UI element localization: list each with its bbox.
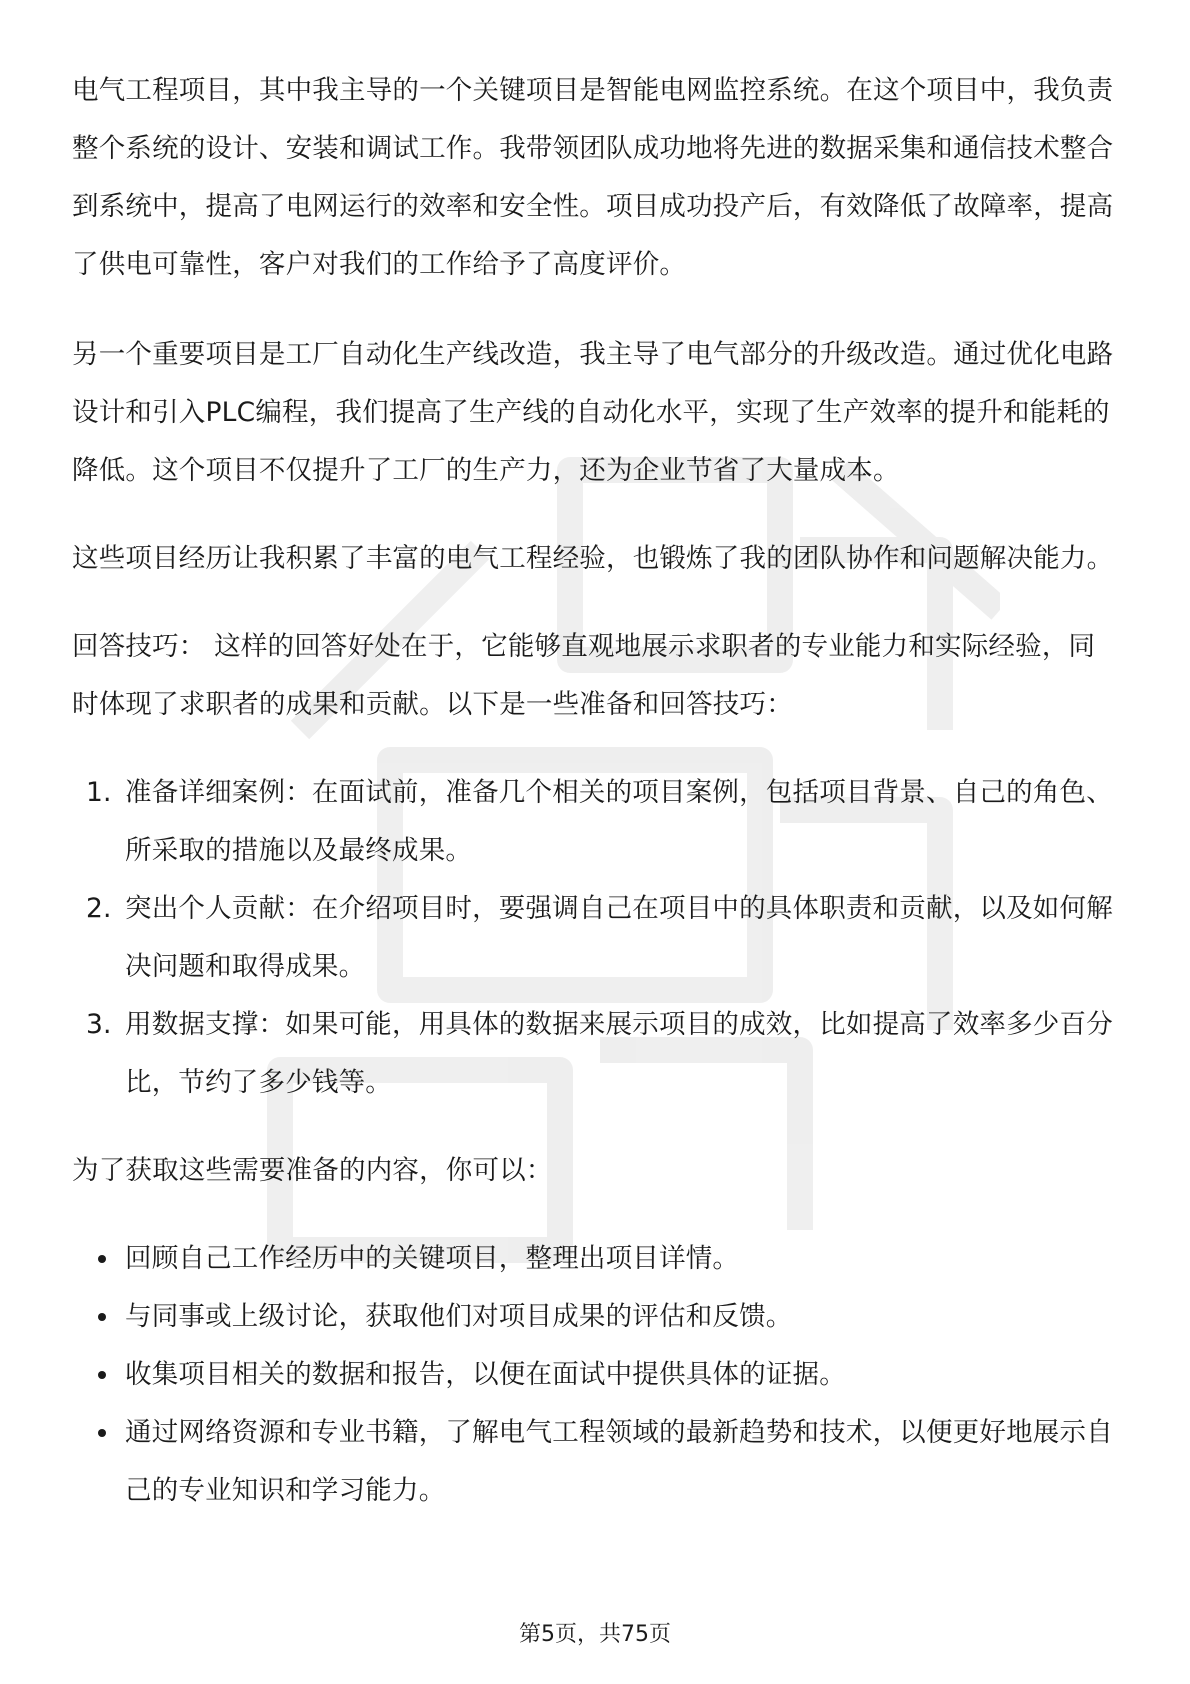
paragraph-project-2: 另一个重要项目是工厂自动化生产线改造，我主导了电气部分的升级改造。通过优化电路设计和引入PLC编程，我们提高了生产线的自动化水平，实现了生产效率的提升和能耗的降低。这个项目不仅提升了工厂的生产力，还为企业节省了大量成本。 [72,339,1114,486]
bullet-icon [98,1371,106,1379]
list-item [72,1346,1118,1404]
list-item [72,880,1118,996]
list-item [72,996,1118,1112]
page-number: 第5页，共75页 [519,1622,671,1647]
list-item [72,1288,1118,1346]
bullet-icon [98,1313,106,1321]
paragraph-project-1: 电气工程项目，其中我主导的一个关键项目是智能电网监控系统。在这个项目中，我负责整个系统的设计、安装和调试工作。我带领团队成功地将先进的数据采集和通信技术整合到系统中，提高了电网运行的效率和安全性。项目成功投产后，有效降低了故障率，提高了供电可靠性，客户对我们的工作给予了高度评价。 [72,75,1114,280]
list-item-text: 与同事或上级讨论，获取他们对项目成果的评估和反馈。 [125,1301,793,1332]
list-item-text: 突出个人贡献：在介绍项目时，要强调自己在项目中的具体职责和贡献，以及如何解决问题和取得成果。 [125,893,1113,982]
list-item-text: 回顾自己工作经历中的关键项目，整理出项目详情。 [125,1243,740,1274]
list-item-text: 准备详细案例：在面试前，准备几个相关的项目案例，包括项目背景、自己的角色、所采取的措施以及最终成果。 [125,777,1113,866]
tips-numbered-list [72,764,1118,1112]
list-item-number: 2. [86,893,112,924]
list-item [72,1404,1118,1520]
list-item [72,764,1118,880]
list-item-text: 通过网络资源和专业书籍，了解电气工程领域的最新趋势和技术，以便更好地展示自己的专业知识和学习能力。 [125,1417,1113,1506]
bullet-icon [98,1429,106,1437]
document-page [72,62,1118,1520]
preparation-bullet-list [72,1230,1118,1520]
paragraph-summary: 这些项目经历让我积累了丰富的电气工程经验，也锻炼了我的团队协作和问题解决能力。 [72,543,1114,574]
list-item-text: 用数据支撑：如果可能，用具体的数据来展示项目的成效，比如提高了效率多少百分比，节约了多少钱等。 [125,1009,1113,1098]
list-item [72,1230,1118,1288]
bullet-icon [98,1255,106,1263]
list-item-text: 收集项目相关的数据和报告，以便在面试中提供具体的证据。 [125,1359,846,1390]
paragraph-preparation-intro: 为了获取这些需要准备的内容，你可以： [72,1155,553,1186]
list-item-number: 1. [86,777,112,808]
paragraph-answer-tips: 回答技巧： 这样的回答好处在于，它能够直观地展示求职者的专业能力和实际经验，同时体现了求职者的成果和贡献。以下是一些准备和回答技巧： [72,631,1096,720]
list-item-number: 3. [86,1009,112,1040]
